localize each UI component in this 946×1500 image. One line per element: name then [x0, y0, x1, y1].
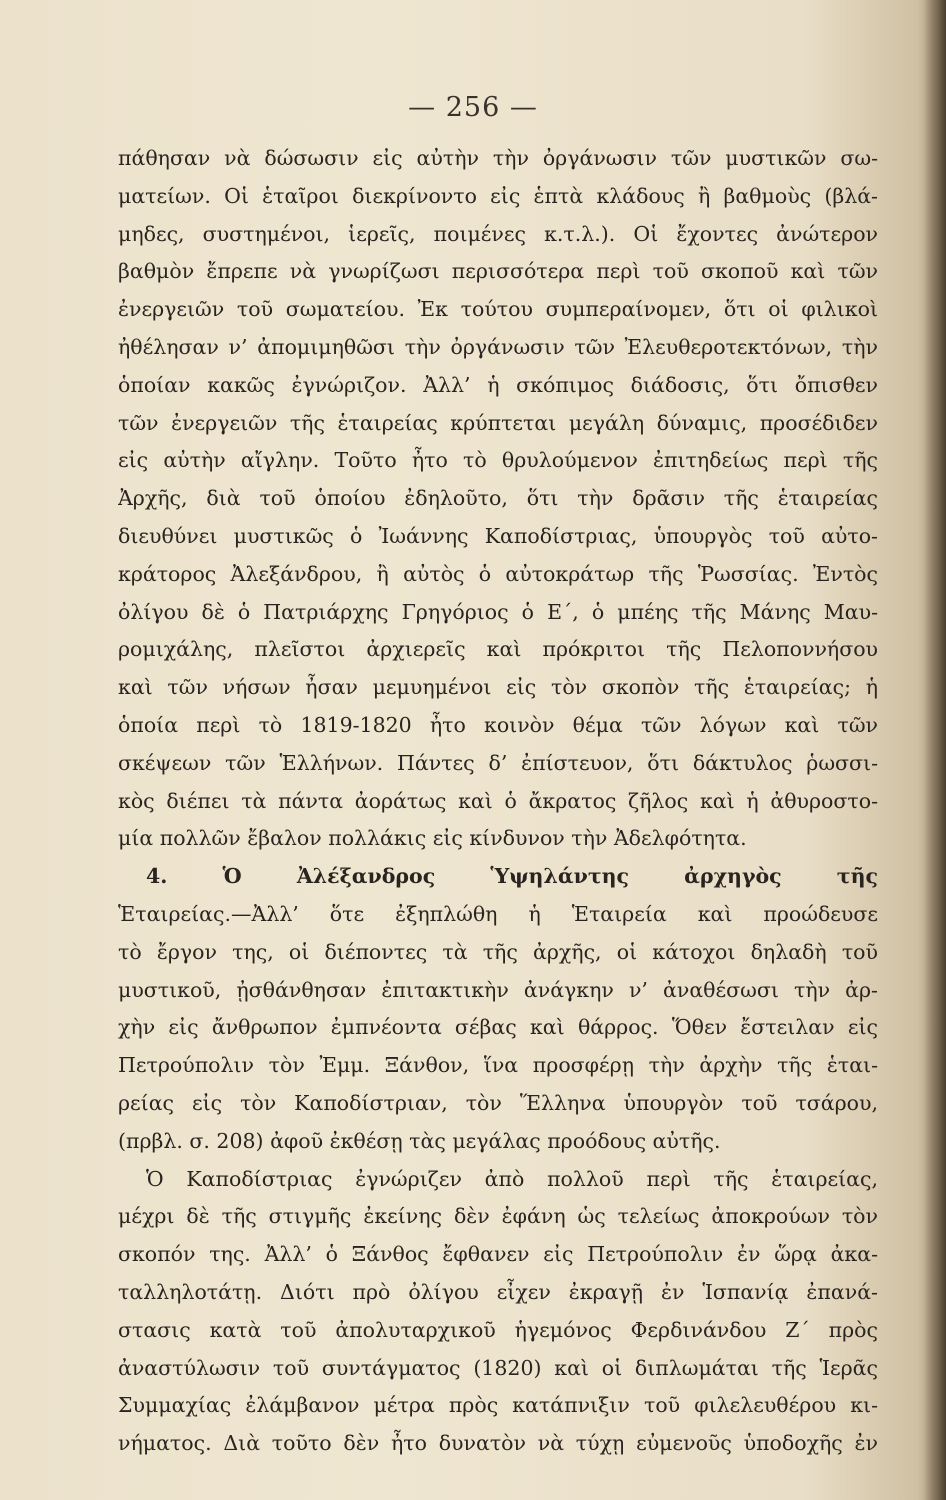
text-line: στασις κατὰ τοῦ ἀπολυταρχικοῦ ἡγεμόνος Φερδινάνδου Ζ΄ πρὸς [118, 1317, 878, 1342]
text-line: ἀναστύλωσιν τοῦ συντάγματος (1820) καὶ οἱ διπλωμάται τῆς Ἱερᾶς [118, 1355, 878, 1380]
text-line: διευθύνει μυστικῶς ὁ Ἰωάννης Καποδίστριας, ὑπουργὸς τοῦ αὐτο- [118, 523, 878, 548]
text-line: ἠθέλησαν ν’ ἀπομιμηθῶσι τὴν ὀργάνωσιν τῶν Ἐλευθεροτεκτόνων, τὴν [118, 334, 878, 359]
text-line: εἰς αὐτὴν αἴγλην. Τοῦτο ἦτο τὸ θρυλούμενον ἐπιτηδείως περὶ τῆς [118, 448, 878, 473]
text-line: μυστικοῦ, ᾐσθάνθησαν ἐπιτακτικὴν ἀνάγκην ν’ ἀναθέσωσι τὴν ἀρ- [118, 977, 878, 1002]
text-line: Ὁ Καποδίστριας ἐγνώριζεν ἀπὸ πολλοῦ περὶ τῆς ἑταιρείας, [146, 1166, 878, 1191]
text-line: ὁποία περὶ τὸ 1819-1820 ἦτο κοινὸν θέμα τῶν λόγων καὶ τῶν [118, 712, 878, 737]
text-line: ρομιχάλης, πλεῖστοι ἀρχιερεῖς καὶ πρόκριτοι τῆς Πελοποννήσου [118, 637, 878, 662]
text-line: μία πολλῶν ἔβαλον πολλάκις εἰς κίνδυνον τὴν Ἀδελφότητα. [118, 826, 747, 851]
text-line: χὴν εἰς ἄνθρωπον ἐμπνέοντα σέβας καὶ θάρρος. Ὅθεν ἔστειλαν εἰς [118, 1015, 878, 1040]
text-line: τῶν ἐνεργειῶν τῆς ἑταιρείας κρύπτεται μεγάλη δύναμις, προσέδιδεν [118, 410, 878, 435]
text-line: Συμμαχίας ἐλάμβανον μέτρα πρὸς κατάπνιξιν τοῦ φιλελευθέρου κι- [118, 1393, 878, 1418]
text-line: βαθμὸν ἔπρεπε νὰ γνωρίζωσι περισσότερα περὶ τοῦ σκοποῦ καὶ τῶν [118, 259, 878, 284]
section-heading: 4. Ὁ Ἀλέξανδρος Ὑψηλάντης ἀρχηγὸς τῆς [146, 864, 878, 889]
body-text [118, 140, 878, 1463]
text-line: ματείων. Οἱ ἑταῖροι διεκρίνοντο εἰς ἑπτὰ κλάδους ἢ βαθμοὺς (βλά- [118, 183, 878, 208]
text-line: καὶ τῶν νήσων ἦσαν μεμυημένοι εἰς τὸν σκοπὸν τῆς ἑταιρείας; ἡ [118, 675, 878, 700]
text-line: Ἀρχῆς, διὰ τοῦ ὁποίου ἐδηλοῦτο, ὅτι τὴν δρᾶσιν τῆς ἑταιρείας [118, 486, 878, 511]
text-line: νήματος. Διὰ τοῦτο δὲν ἦτο δυνατὸν νὰ τύχῃ εὐμενοῦς ὑποδοχῆς ἐν [118, 1431, 878, 1456]
text-line: σκέψεων τῶν Ἑλλήνων. Πάντες δ’ ἐπίστευον, ὅτι δάκτυλος ῥωσσι- [118, 750, 878, 775]
text-line: ρείας εἰς τὸν Καποδίστριαν, τὸν Ἕλληνα ὑπουργὸν τοῦ τσάρου, [118, 1090, 878, 1115]
page-edge-shadow [924, 0, 946, 1500]
text-line: ἐνεργειῶν τοῦ σωματείου. Ἐκ τούτου συμπεραίνομεν, ὅτι οἱ φιλικοὶ [118, 297, 878, 322]
text-line: τὸ ἔργον της, οἱ διέποντες τὰ τῆς ἀρχῆς, οἱ κάτοχοι δηλαδὴ τοῦ [118, 939, 878, 964]
text-line: (πρβλ. σ. 208) ἀφοῦ ἐκθέσῃ τὰς μεγάλας προόδους αὐτῆς. [118, 1128, 721, 1153]
text-line: κράτορος Ἀλεξάνδρου, ἢ αὐτὸς ὁ αὐτοκράτωρ τῆς Ῥωσσίας. Ἐντὸς [118, 561, 878, 586]
text-line: Ἑταιρείας.—Ἀλλ’ ὅτε ἐξηπλώθη ἡ Ἑταιρεία καὶ προώδευσε [118, 901, 878, 926]
text-line: ταλληλοτάτῃ. Διότι πρὸ ὀλίγου εἶχεν ἐκραγῇ ἐν Ἱσπανίᾳ ἐπανά- [118, 1279, 878, 1304]
text-line: σκοπόν της. Ἀλλ’ ὁ Ξάνθος ἔφθανεν εἰς Πετρούπολιν ἐν ὥρᾳ ἀκα- [118, 1242, 878, 1267]
text-line: πάθησαν νὰ δώσωσιν εἰς αὐτὴν τὴν ὀργάνωσιν τῶν μυστικῶν σω- [118, 146, 878, 170]
text-line: μέχρι δὲ τῆς στιγμῆς ἐκείνης δὲν ἐφάνη ὡς τελείως ἀποκρούων τὸν [118, 1204, 878, 1229]
text-line: Πετρούπολιν τὸν Ἐμμ. Ξάνθον, ἵνα προσφέρῃ τὴν ἀρχὴν τῆς ἑται- [118, 1053, 878, 1078]
page-number: — 256 — [408, 92, 538, 123]
text-line: κὸς διέπει τὰ πάντα ἀοράτως καὶ ὁ ἄκρατος ζῆλος καὶ ἡ ἀθυροστο- [118, 788, 878, 813]
text-line: ὁποίαν κακῶς ἐγνώριζον. Ἀλλ’ ἡ σκόπιμος διάδοσις, ὅτι ὄπισθεν [118, 372, 878, 397]
text-line: ὀλίγου δὲ ὁ Πατριάρχης Γρηγόριος ὁ Ε΄, ὁ μπέης τῆς Μάνης Μαυ- [118, 599, 878, 624]
text-line: μηδες, συστημένοι, ἱερεῖς, ποιμένες κ.τ.λ.). Οἱ ἔχοντες ἀνώτερον [118, 221, 878, 246]
